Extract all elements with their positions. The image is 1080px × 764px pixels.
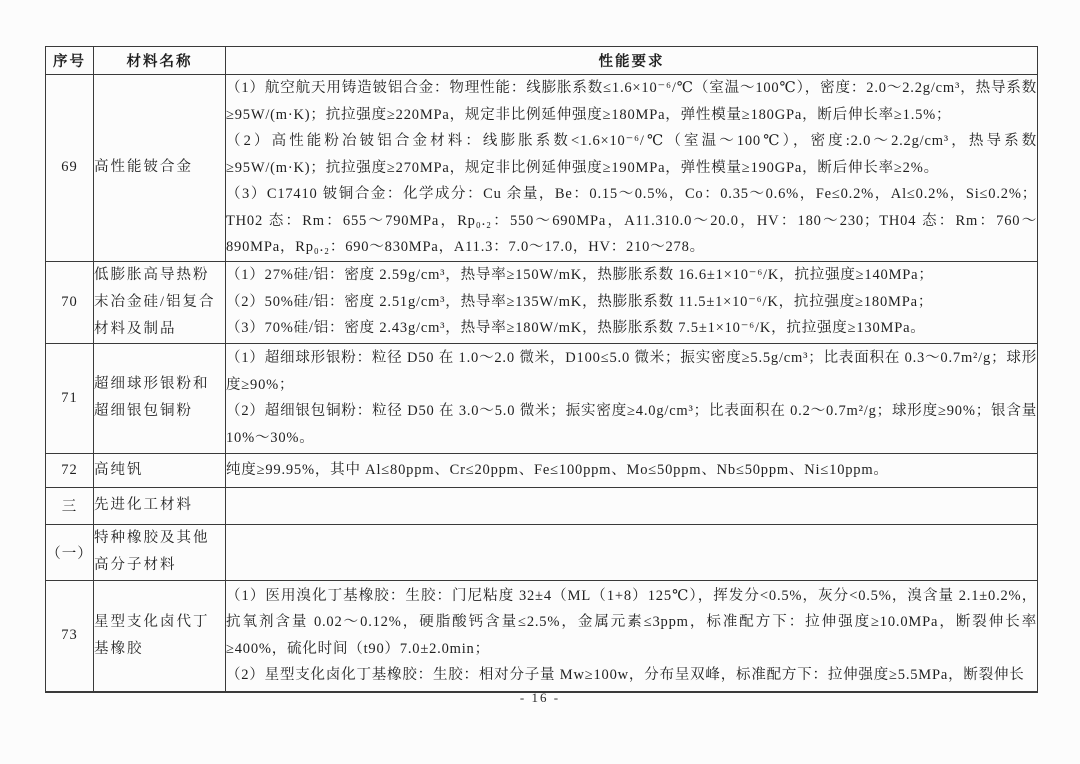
header-performance-requirements: 性能要求 (226, 47, 1038, 75)
requirement-paragraph: （3）70%硅/铝：密度 2.43g/cm³，热导率≥180W/mK，热膨胀系数 7.5±1×10⁻⁶/K，抗拉强度≥130MPa。 (226, 320, 926, 337)
requirements-cell (226, 75, 1038, 262)
requirements-cell (226, 453, 1038, 487)
requirement-paragraph: （2）高性能粉冶铍铝合金材料：线膨胀系数<1.6×10⁻⁶/℃（室温～100℃），密度:2.0～2.2g/cm³，热导系数≥95W/(m·K)；抗拉强度≥270MPa，规定非比例延伸强度≥190MPa，弹性模量≥190GPa，断后伸长率≥2%。 (226, 133, 1037, 176)
section-title: 先进化工材料 (94, 487, 226, 524)
table-row (46, 261, 1038, 343)
row-number: 70 (46, 261, 94, 343)
table-header-row (46, 47, 1038, 75)
requirement-paragraph: 纯度≥99.95%，其中 Al≤80ppm、Cr≤20ppm、Fe≤100ppm、Mo≤50ppm、Nb≤50ppm、Ni≤10ppm。 (226, 461, 889, 478)
requirements-cell (226, 261, 1038, 343)
requirement-paragraph: （3）C17410 铍铜合金：化学成分：Cu 余量，Be：0.15～0.5%，Co：0.35～0.6%，Fe≤0.2%，Al≤0.2%，Si≤0.2%；TH02 态：Rm：655～790MPa，Rp₀.₂：550～690MPa，A11.310.0～20.0，HV：180～230；TH04 态：Rm：760～890MPa，Rp₀.₂：690～830MPa，A11.3：7.0～17.0，HV：210～278。 (226, 186, 1037, 255)
row-number: （一） (46, 524, 94, 580)
material-name: 低膨胀高导热粉末冶金硅/铝复合材料及制品 (94, 261, 226, 343)
table-row section-row (46, 487, 1038, 524)
row-number: 三 (46, 487, 94, 524)
header-material-name: 材料名称 (94, 47, 226, 75)
requirements-cell (226, 580, 1038, 692)
requirement-paragraph: （1）27%硅/铝：密度 2.59g/cm³，热导率≥150W/mK，热膨胀系数 16.6±1×10⁻⁶/K，抗拉强度≥140MPa； (226, 267, 934, 284)
table-row (46, 75, 1038, 262)
page-number: - 16 - (519, 690, 561, 705)
table-row (46, 343, 1038, 453)
requirement-paragraph: （1）医用溴化丁基橡胶：生胶：门尼粘度 32±4（ML（1+8）125℃），挥发分<0.5%，灰分<0.5%，溴含量 2.1±0.2%，抗氧剂含量 0.02～0.12%，硬脂酸钙含量≤2.5%，金属元素≤3ppm，标准配方下：拉伸强度≥10.0MPa，断裂伸长率≥400%，硫化时间（t90）7.0±2.0min； (226, 587, 1037, 657)
material-name: 星型支化卤代丁基橡胶 (94, 580, 226, 692)
materials-requirements-table (45, 46, 1038, 693)
material-name: 高性能铍合金 (94, 75, 226, 262)
material-name: 超细球形银粉和超细银包铜粉 (94, 343, 226, 453)
table-row section-row (46, 524, 1038, 580)
material-name: 高纯钒 (94, 453, 226, 487)
requirements-cell (226, 343, 1038, 453)
header-serial-number: 序号 (46, 47, 94, 75)
requirement-paragraph: （2）星型支化卤化丁基橡胶：生胶：相对分子量 Mw≥100w，分布呈双峰，标准配方下：拉伸强度≥5.5MPa，断裂伸长 (226, 667, 1025, 684)
requirements-cell-empty (226, 524, 1038, 580)
requirement-paragraph: （1）航空航天用铸造铍铝合金：物理性能：线膨胀系数≤1.6×10⁻⁶/℃（室温～100℃），密度：2.0～2.2g/cm³，热导系数≥95W/(m·K)；抗拉强度≥220MPa，规定非比例延伸强度≥180MPa，弹性模量≥180GPa，断后伸长率≥1.5%； (226, 80, 1037, 123)
row-number: 69 (46, 75, 94, 262)
requirement-paragraph: （2）超细银包铜粉：粒径 D50 在 3.0～5.0 微米；振实密度≥4.0g/cm³；比表面积在 0.2～0.7m²/g；球形度≥90%；银含量10%～30%。 (226, 403, 1037, 446)
section-title: 特种橡胶及其他高分子材料 (94, 524, 226, 580)
row-number: 73 (46, 580, 94, 692)
requirements-cell-empty (226, 487, 1038, 524)
requirement-paragraph: （2）50%硅/铝：密度 2.51g/cm³，热导率≥135W/mK，热膨胀系数 11.5±1×10⁻⁶/K，抗拉强度≥180MPa； (226, 293, 934, 310)
table-row (46, 453, 1038, 487)
row-number: 71 (46, 343, 94, 453)
row-number: 72 (46, 453, 94, 487)
table-row (46, 580, 1038, 692)
requirement-paragraph: （1）超细球形银粉：粒径 D50 在 1.0～2.0 微米，D100≤5.0 微米；振实密度≥5.5g/cm³；比表面积在 0.3～0.7m²/g；球形度≥90%； (226, 350, 1037, 393)
